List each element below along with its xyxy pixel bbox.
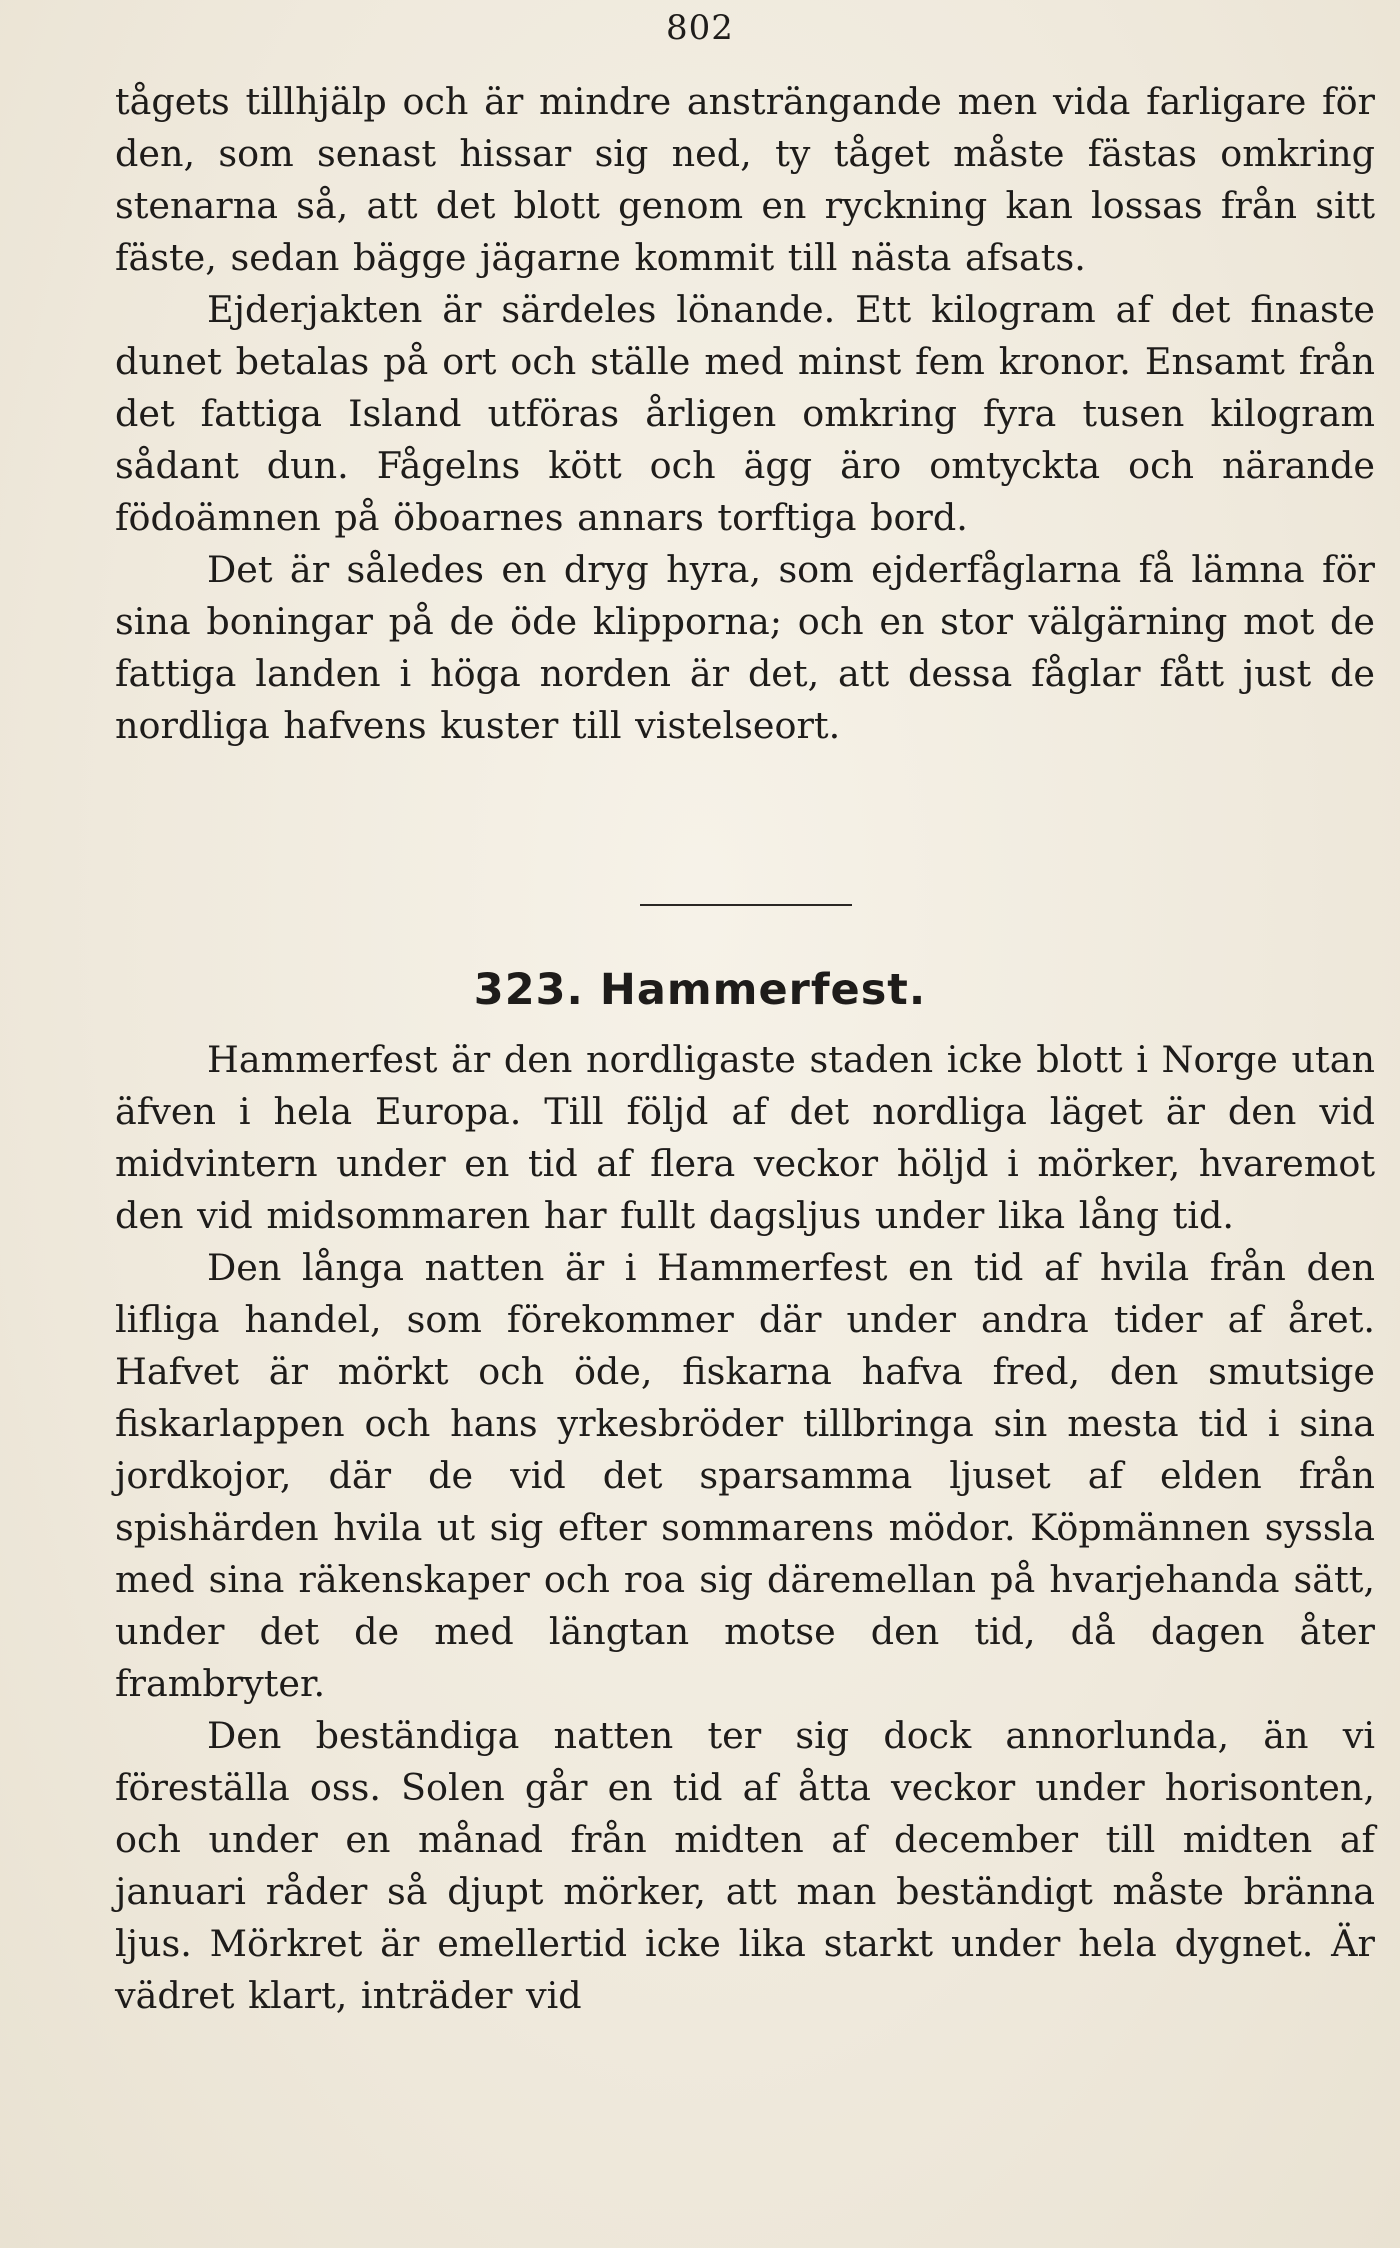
- paragraph-bestandiga-natten: Den beständiga natten ter sig dock annorlunda, än vi föreställa oss. Solen går en tid af åtta veckor under horisonten, och under en månad från midten af december till midten af januari råder så djupt mörker, att man beständigt måste bränna ljus. Mörkret är emellertid icke lika starkt under hela dygnet. Är vädret klart, inträder vid: [115, 1714, 1375, 2017]
- paragraph-hammerfest-intro: Hammerfest är den nordligaste staden icke blott i Norge utan äfven i hela Europa. Till följd af det nordliga läget är den vid midvintern under en tid af flera veckor höljd i mörker, hvaremot den vid midsommaren har fullt dagsljus under lika lång tid.: [115, 1038, 1375, 1237]
- section-number: 323.: [473, 965, 584, 1015]
- paragraph-hyra: Det är således en dryg hyra, som ejderfåglarna få lämna för sina boningar på de öde klipporna; och en stor välgärning mot de fattiga landen i höga norden är det, att dessa fåglar fått just de nordliga hafvens kuster till vistelseort.: [115, 548, 1375, 747]
- section-heading: [0, 962, 1400, 1018]
- paragraph-ejderjakten: Ejderjakten är särdeles lönande. Ett kilogram af det finaste dunet betalas på ort och ställe med minst fem kronor. Ensamt från det fattiga Island utföras årligen omkring fyra tusen kilogram sådant dun. Fågelns kött och ägg äro omtyckta och närande födoämnen på öboarnes annars torftiga bord.: [115, 288, 1375, 539]
- paragraph-continued: tågets tillhjälp och är mindre ansträngande men vida farligare för den, som senast hissar sig ned, ty tåget måste fästas omkring stenarna så, att det blott genom en ryckning kan lossas från sitt fäste, sedan bägge jägarne kommit till nästa afsats.: [115, 80, 1375, 279]
- continued-text: [115, 76, 1375, 752]
- page-number: 802: [666, 8, 734, 48]
- section-divider: [640, 904, 852, 906]
- section-title: Hammerfest.: [599, 965, 927, 1015]
- paragraph-langa-natten: Den långa natten är i Hammerfest en tid af hvila från den lifliga handel, som förekommer där under andra tider af året. Hafvet är mörkt och öde, fiskarna hafva fred, den smutsige fiskarlappen och hans yrkesbröder tillbringa sin mesta tid i sina jordkojor, där de vid det sparsamma ljuset af elden från spishärden hvila ut sig efter sommarens mödor. Köpmännen syssla med sina räkenskaper och roa sig däremellan på hvarjehanda sätt, under det de med längtan motse den tid, då dagen åter frambryter.: [115, 1246, 1375, 1705]
- section-text: [115, 1034, 1375, 2022]
